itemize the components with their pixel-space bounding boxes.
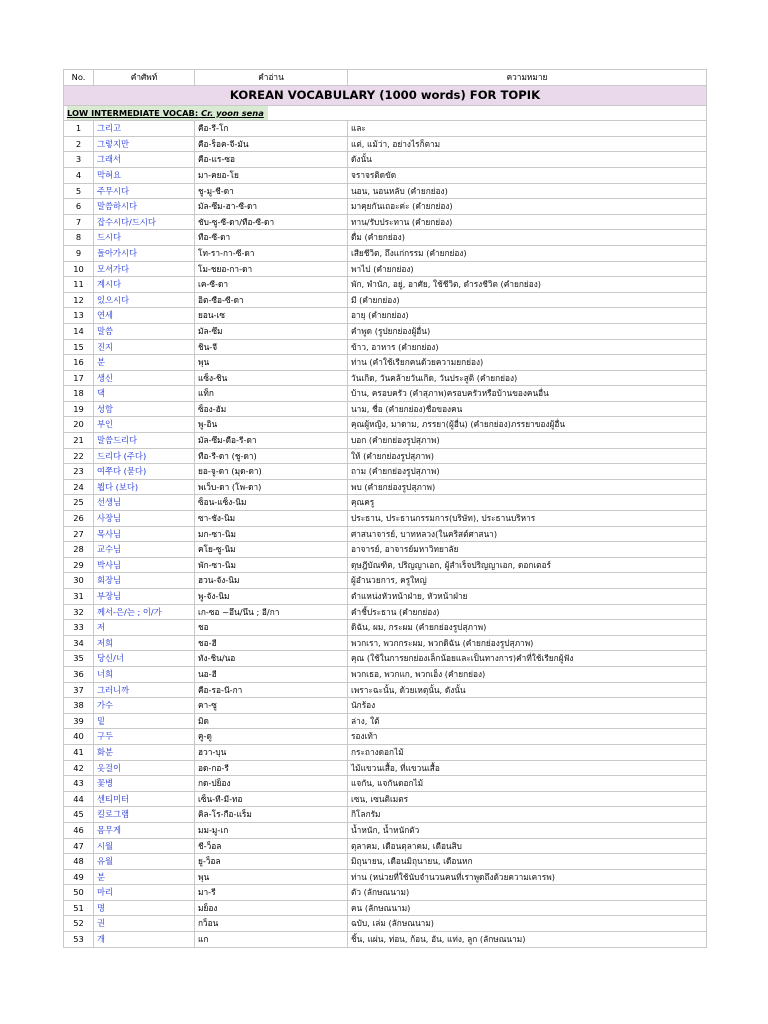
thai-reading: พู-อิน — [195, 417, 348, 433]
korean-word: 생신 — [94, 370, 195, 386]
thai-reading: พู-จัง-นิม — [195, 589, 348, 605]
thai-reading: คู-ดู — [195, 729, 348, 745]
sheet-title: KOREAN VOCABULARY (1000 words) FOR TOPIK — [64, 85, 707, 105]
table-row — [64, 464, 707, 480]
thai-reading: ชับ-ซู-ซี-ดา/ทือ-ซี-ดา — [195, 214, 348, 230]
korean-word: 그리고 — [94, 121, 195, 137]
row-number: 49 — [64, 869, 94, 885]
thai-reading: ทือ-ซี-ดา — [195, 230, 348, 246]
thai-meaning: น้ำหนัก, น้ำหนักตัว — [348, 822, 707, 838]
thai-meaning: เพราะฉะนั้น, ด้วยเหตุนั้น, ดังนั้น — [348, 682, 707, 698]
thai-meaning: ไม้แขวนเสื้อ, ที่แขวนเสื้อ — [348, 760, 707, 776]
table-row — [64, 885, 707, 901]
korean-word: 선생님 — [94, 495, 195, 511]
header-meaning: ความหมาย — [348, 70, 707, 86]
korean-word: 성함 — [94, 401, 195, 417]
row-number: 39 — [64, 713, 94, 729]
korean-word: 킬로그램 — [94, 807, 195, 823]
header-word: คำศัพท์ — [94, 70, 195, 86]
thai-reading: ทัง-ชิน/นอ — [195, 651, 348, 667]
thai-reading: กว็อน — [195, 916, 348, 932]
row-number: 27 — [64, 526, 94, 542]
thai-meaning: พัก, พำนัก, อยู่, อาศัย, ใช้ชีวิต, ดำรงชีวิต (คำยกย่อง) — [348, 277, 707, 293]
korean-word: 박사님 — [94, 557, 195, 573]
thai-meaning: จราจรติดขัด — [348, 167, 707, 183]
korean-word: 가수 — [94, 698, 195, 714]
thai-meaning: ท่าน (หน่วยที่ใช้นับจำนวนคนที่เราพูดถึงด้วยความเคารพ) — [348, 869, 707, 885]
table-row — [64, 713, 707, 729]
korean-word: 뵙다 (보다) — [94, 479, 195, 495]
thai-reading: คือ-รอ-นี-กา — [195, 682, 348, 698]
korean-word: 댁 — [94, 386, 195, 402]
thai-reading: คือ-แร-ซอ — [195, 152, 348, 168]
thai-reading: มก-ซา-นิม — [195, 526, 348, 542]
row-number: 42 — [64, 760, 94, 776]
table-row — [64, 542, 707, 558]
korean-word: 드시다 — [94, 230, 195, 246]
korean-word: 분 — [94, 355, 195, 371]
thai-meaning: ถาม (คำยกย่องรูปสุภาพ) — [348, 464, 707, 480]
korean-word: 목사님 — [94, 526, 195, 542]
thai-reading: ชี-ว็อล — [195, 838, 348, 854]
korean-word: 몸무게 — [94, 822, 195, 838]
korean-word: 유월 — [94, 854, 195, 870]
thai-reading: ซ็อน-แซ็ง-นิม — [195, 495, 348, 511]
row-number: 53 — [64, 932, 94, 948]
row-number: 43 — [64, 776, 94, 792]
thai-meaning: ตัว (ลักษณนาม) — [348, 885, 707, 901]
thai-meaning: รองเท้า — [348, 729, 707, 745]
korean-word: 그렇지만 — [94, 136, 195, 152]
thai-reading: อิต-ซือ-ซี-ดา — [195, 292, 348, 308]
korean-word: 밑 — [94, 713, 195, 729]
korean-word: 진지 — [94, 339, 195, 355]
korean-word: 막혀요 — [94, 167, 195, 183]
table-row — [64, 838, 707, 854]
thai-meaning: มี (คำยกย่อง) — [348, 292, 707, 308]
row-number: 15 — [64, 339, 94, 355]
thai-meaning: ศาสนาจารย์, บาทหลวง(ในคริสต์ศาสนา) — [348, 526, 707, 542]
credit-label: Cr. yoon sena — [201, 107, 264, 118]
row-number: 28 — [64, 542, 94, 558]
table-row — [64, 167, 707, 183]
row-number: 9 — [64, 245, 94, 261]
thai-meaning: พาไป (คำยกย่อง) — [348, 261, 707, 277]
table-row — [64, 589, 707, 605]
row-number: 26 — [64, 511, 94, 527]
thai-meaning: บ้าน, ครอบครัว (คำสุภาพ)ครอบครัวหรือบ้านของคนอื่น — [348, 386, 707, 402]
vocabulary-sheet — [63, 69, 706, 948]
thai-reading: พเว็บ-ดา (โพ-ดา) — [195, 479, 348, 495]
row-number: 38 — [64, 698, 94, 714]
table-row — [64, 666, 707, 682]
korean-word: 드리다 (주다) — [94, 448, 195, 464]
korean-word: 그러니까 — [94, 682, 195, 698]
table-row — [64, 760, 707, 776]
row-number: 18 — [64, 386, 94, 402]
thai-reading: มย็อง — [195, 900, 348, 916]
thai-reading: ซ็อง-ฮัม — [195, 401, 348, 417]
thai-meaning: ชิ้น, แผ่น, ท่อน, ก้อน, อัน, แท่ง, ลูก (ลักษณนาม) — [348, 932, 707, 948]
row-number: 10 — [64, 261, 94, 277]
table-row — [64, 401, 707, 417]
korean-word: 화분 — [94, 744, 195, 760]
thai-reading: ชอ — [195, 620, 348, 636]
row-number: 35 — [64, 651, 94, 667]
korean-word: 꽃병 — [94, 776, 195, 792]
subtitle-row — [64, 105, 707, 121]
korean-word: 부장님 — [94, 589, 195, 605]
row-number: 31 — [64, 589, 94, 605]
thai-meaning: อายุ (คำยกย่อง) — [348, 308, 707, 324]
thai-reading: พุน — [195, 355, 348, 371]
thai-reading: แท็ก — [195, 386, 348, 402]
thai-meaning: กิโลกรัม — [348, 807, 707, 823]
table-row — [64, 604, 707, 620]
korean-word: 있으시다 — [94, 292, 195, 308]
thai-meaning: และ — [348, 121, 707, 137]
table-row — [64, 152, 707, 168]
thai-reading: ชิน-จี — [195, 339, 348, 355]
row-number: 29 — [64, 557, 94, 573]
thai-meaning: นอน, นอนหลับ (คำยกย่อง) — [348, 183, 707, 199]
table-row — [64, 651, 707, 667]
row-number: 4 — [64, 167, 94, 183]
row-number: 1 — [64, 121, 94, 137]
row-number: 46 — [64, 822, 94, 838]
thai-meaning: ข้าว, อาหาร (คำยกย่อง) — [348, 339, 707, 355]
thai-meaning: นาม, ชื่อ (คำยกย่อง)ชื่อของคน — [348, 401, 707, 417]
table-row — [64, 417, 707, 433]
row-number: 6 — [64, 199, 94, 215]
korean-word: 그래서 — [94, 152, 195, 168]
thai-reading: มัล-ซึม-ฮา-ซี-ดา — [195, 199, 348, 215]
table-row — [64, 214, 707, 230]
korean-word: 센티미터 — [94, 791, 195, 807]
thai-meaning: วันเกิด, วันคล้ายวันเกิด, วันประสูติ (คำยกย่อง) — [348, 370, 707, 386]
row-number: 8 — [64, 230, 94, 246]
table-row — [64, 245, 707, 261]
thai-meaning: ทาน/รับประทาน (คำยกย่อง) — [348, 214, 707, 230]
korean-word: 말씀하시다 — [94, 199, 195, 215]
table-row — [64, 526, 707, 542]
row-number: 21 — [64, 433, 94, 449]
row-number: 2 — [64, 136, 94, 152]
thai-meaning: บอก (คำยกย่องรูปสุภาพ) — [348, 433, 707, 449]
thai-reading: กด-ปย็อง — [195, 776, 348, 792]
table-row — [64, 791, 707, 807]
thai-meaning: คุณครู — [348, 495, 707, 511]
thai-reading: ฮวน-จัง-นิม — [195, 573, 348, 589]
table-row — [64, 355, 707, 371]
korean-word: 구두 — [94, 729, 195, 745]
row-number: 45 — [64, 807, 94, 823]
thai-reading: นอ-ฮี — [195, 666, 348, 682]
thai-reading: คิล-โร-กือ-แร็ม — [195, 807, 348, 823]
thai-reading: คือ-รี-โก — [195, 121, 348, 137]
korean-word: 시월 — [94, 838, 195, 854]
table-row — [64, 635, 707, 651]
table-row — [64, 744, 707, 760]
korean-word: 개 — [94, 932, 195, 948]
row-number: 33 — [64, 620, 94, 636]
thai-meaning: ให้ (คำยกย่องรูปสุภาพ) — [348, 448, 707, 464]
korean-word: 주무시다 — [94, 183, 195, 199]
thai-meaning: ล่าง, ใต้ — [348, 713, 707, 729]
table-row — [64, 339, 707, 355]
table-row — [64, 292, 707, 308]
row-number: 30 — [64, 573, 94, 589]
thai-reading: คโย-ซู-นิม — [195, 542, 348, 558]
row-number: 22 — [64, 448, 94, 464]
thai-reading: ฮวา-บุน — [195, 744, 348, 760]
thai-reading: ยอน-เซ — [195, 308, 348, 324]
thai-meaning: มาคุยกันเถอะค่ะ (คำยกย่อง) — [348, 199, 707, 215]
korean-word: 사장님 — [94, 511, 195, 527]
table-row — [64, 121, 707, 137]
row-number: 24 — [64, 479, 94, 495]
korean-word: 연세 — [94, 308, 195, 324]
table-row — [64, 433, 707, 449]
korean-word: 명 — [94, 900, 195, 916]
thai-reading: คือ-ร็อค-จี-มัน — [195, 136, 348, 152]
thai-reading: มา-คยอ-โย — [195, 167, 348, 183]
thai-reading: โท-รา-กา-ซี-ดา — [195, 245, 348, 261]
korean-word: 계시다 — [94, 277, 195, 293]
row-number: 13 — [64, 308, 94, 324]
table-row — [64, 386, 707, 402]
table-row — [64, 807, 707, 823]
table-row — [64, 183, 707, 199]
korean-word: 저희 — [94, 635, 195, 651]
row-number: 25 — [64, 495, 94, 511]
level-label: LOW INTERMEDIATE VOCAB: — [67, 107, 199, 118]
korean-word: 옷걸이 — [94, 760, 195, 776]
korean-word: 분 — [94, 869, 195, 885]
row-number: 14 — [64, 323, 94, 339]
thai-meaning: แต่, แม้ว่า, อย่างไรก็ตาม — [348, 136, 707, 152]
thai-meaning: ผู้อำนวยการ, ครูใหญ่ — [348, 573, 707, 589]
row-number: 7 — [64, 214, 94, 230]
row-number: 32 — [64, 604, 94, 620]
korean-word: 말씀 — [94, 323, 195, 339]
thai-reading: มิด — [195, 713, 348, 729]
thai-meaning: ดุษฎีบัณฑิต, ปริญญาเอก, ผู้สำเร็จปริญญาเอก, ดอกเตอร์ — [348, 557, 707, 573]
table-row — [64, 854, 707, 870]
row-number: 51 — [64, 900, 94, 916]
subtitle-label — [67, 106, 268, 121]
title-row — [64, 85, 707, 105]
thai-meaning: ตุลาคม, เดือนตุลาคม, เดือนสิบ — [348, 838, 707, 854]
table-row — [64, 557, 707, 573]
table-row — [64, 370, 707, 386]
table-row — [64, 869, 707, 885]
table-row — [64, 495, 707, 511]
thai-reading: แก — [195, 932, 348, 948]
header-reading: คำอ่าน — [195, 70, 348, 86]
thai-reading: เก-ซอ ~อึน/นึน ; อี/กา — [195, 604, 348, 620]
thai-meaning: ท่าน (คำใช้เรียกคนด้วยความยกย่อง) — [348, 355, 707, 371]
thai-meaning: คำพูด (รูปยกย่องผู้อื่น) — [348, 323, 707, 339]
row-number: 36 — [64, 666, 94, 682]
row-number: 19 — [64, 401, 94, 417]
table-row — [64, 916, 707, 932]
row-number: 16 — [64, 355, 94, 371]
thai-meaning: ดังนั้น — [348, 152, 707, 168]
thai-meaning: ฉบับ, เล่ม (ลักษณนาม) — [348, 916, 707, 932]
table-row — [64, 620, 707, 636]
row-number: 34 — [64, 635, 94, 651]
header-no: No. — [64, 70, 94, 86]
thai-meaning: แจกัน, แจกันดอกไม้ — [348, 776, 707, 792]
table-row — [64, 573, 707, 589]
table-row — [64, 822, 707, 838]
thai-reading: เค-ซี-ดา — [195, 277, 348, 293]
thai-meaning: คุณผู้หญิง, มาดาม, ภรรยา(ผู้อื่น) (คำยกย่อง)ภรรยาของผู้อื่น — [348, 417, 707, 433]
thai-reading: อด-กอ-รี — [195, 760, 348, 776]
korean-word: 너희 — [94, 666, 195, 682]
row-number: 50 — [64, 885, 94, 901]
thai-meaning: ประธาน, ประธานกรรมการ(บริษัท), ประธานบริหาร — [348, 511, 707, 527]
thai-reading: พุน — [195, 869, 348, 885]
korean-word: 권 — [94, 916, 195, 932]
row-number: 5 — [64, 183, 94, 199]
thai-reading: แซ็ง-ชิน — [195, 370, 348, 386]
row-number: 11 — [64, 277, 94, 293]
vocabulary-table — [63, 69, 707, 948]
thai-reading: ชู-มู-ชี-ดา — [195, 183, 348, 199]
row-number: 52 — [64, 916, 94, 932]
thai-meaning: พวกเธอ, พวกแก, พวกเอ็ง (คำยกย่อง) — [348, 666, 707, 682]
row-number: 20 — [64, 417, 94, 433]
thai-reading: มัล-ซึม-ดือ-รี-ดา — [195, 433, 348, 449]
korean-word: 저 — [94, 620, 195, 636]
table-row — [64, 511, 707, 527]
korean-word: 모셔가다 — [94, 261, 195, 277]
row-number: 41 — [64, 744, 94, 760]
table-row — [64, 729, 707, 745]
table-row — [64, 277, 707, 293]
thai-meaning: พบ (คำยกย่องรูปสุภาพ) — [348, 479, 707, 495]
header-row — [64, 70, 707, 86]
row-number: 23 — [64, 464, 94, 480]
korean-word: 교수님 — [94, 542, 195, 558]
row-number: 12 — [64, 292, 94, 308]
thai-reading: คา-ซู — [195, 698, 348, 714]
thai-reading: มัล-ซึม — [195, 323, 348, 339]
thai-meaning: ดิฉัน, ผม, กระผม (คำยกย่องรูปสุภาพ) — [348, 620, 707, 636]
thai-meaning: พวกเรา, พวกกระผม, พวกดิฉัน (คำยกย่องรูปสุภาพ) — [348, 635, 707, 651]
thai-reading: ชอ-ฮี — [195, 635, 348, 651]
korean-word: 부인 — [94, 417, 195, 433]
table-row — [64, 698, 707, 714]
korean-word: 돌아가시다 — [94, 245, 195, 261]
thai-meaning: นักร้อง — [348, 698, 707, 714]
thai-reading: ซา-ชัง-นิม — [195, 511, 348, 527]
korean-word: 마리 — [94, 885, 195, 901]
thai-reading: พัก-ซา-นิม — [195, 557, 348, 573]
thai-reading: โม-ชยอ-กา-ดา — [195, 261, 348, 277]
thai-reading: เซ็น-ที-มี-ทอ — [195, 791, 348, 807]
table-row — [64, 136, 707, 152]
thai-meaning: เสียชีวิต, ถึงแก่กรรม (คำยกย่อง) — [348, 245, 707, 261]
table-row — [64, 448, 707, 464]
row-number: 17 — [64, 370, 94, 386]
korean-word: 회장님 — [94, 573, 195, 589]
thai-reading: มม-มู-เก — [195, 822, 348, 838]
table-row — [64, 199, 707, 215]
thai-reading: ยอ-จู-ดา (มุด-ดา) — [195, 464, 348, 480]
table-row — [64, 230, 707, 246]
table-row — [64, 932, 707, 948]
thai-meaning: เซน, เซนติเมตร — [348, 791, 707, 807]
korean-word: 말씀드리다 — [94, 433, 195, 449]
table-row — [64, 776, 707, 792]
korean-word: 잡수시다/드시다 — [94, 214, 195, 230]
table-row — [64, 323, 707, 339]
table-row — [64, 682, 707, 698]
table-row — [64, 479, 707, 495]
row-number: 44 — [64, 791, 94, 807]
table-row — [64, 261, 707, 277]
row-number: 3 — [64, 152, 94, 168]
thai-meaning: ดื่ม (คำยกย่อง) — [348, 230, 707, 246]
thai-meaning: กระถางดอกไม้ — [348, 744, 707, 760]
korean-word: 께서-은/는 ; 이/가 — [94, 604, 195, 620]
row-number: 37 — [64, 682, 94, 698]
korean-word: 여쭈다 (묻다) — [94, 464, 195, 480]
table-row — [64, 900, 707, 916]
thai-meaning: มิถุนายน, เดือนมิถุนายน, เดือนหก — [348, 854, 707, 870]
thai-meaning: คุณ (ใช้ในการยกย่องเล็กน้อยและเป็นทางการ)คำที่ใช้เรียกผู้ฟัง — [348, 651, 707, 667]
thai-meaning: อาจารย์, อาจารย์มหาวิทยาลัย — [348, 542, 707, 558]
row-number: 48 — [64, 854, 94, 870]
thai-reading: ทือ-รี-ดา (ชู-ดา) — [195, 448, 348, 464]
thai-meaning: คน (ลักษณนาม) — [348, 900, 707, 916]
korean-word: 당신/너 — [94, 651, 195, 667]
row-number: 47 — [64, 838, 94, 854]
thai-meaning: คำชี้ประธาน (คำยกย่อง) — [348, 604, 707, 620]
thai-reading: มา-รี — [195, 885, 348, 901]
table-row — [64, 308, 707, 324]
row-number: 40 — [64, 729, 94, 745]
thai-reading: ยู-ว็อล — [195, 854, 348, 870]
subtitle-cell — [64, 105, 707, 121]
thai-meaning: ตำแหน่งหัวหน้าฝ่าย, หัวหน้าฝ่าย — [348, 589, 707, 605]
